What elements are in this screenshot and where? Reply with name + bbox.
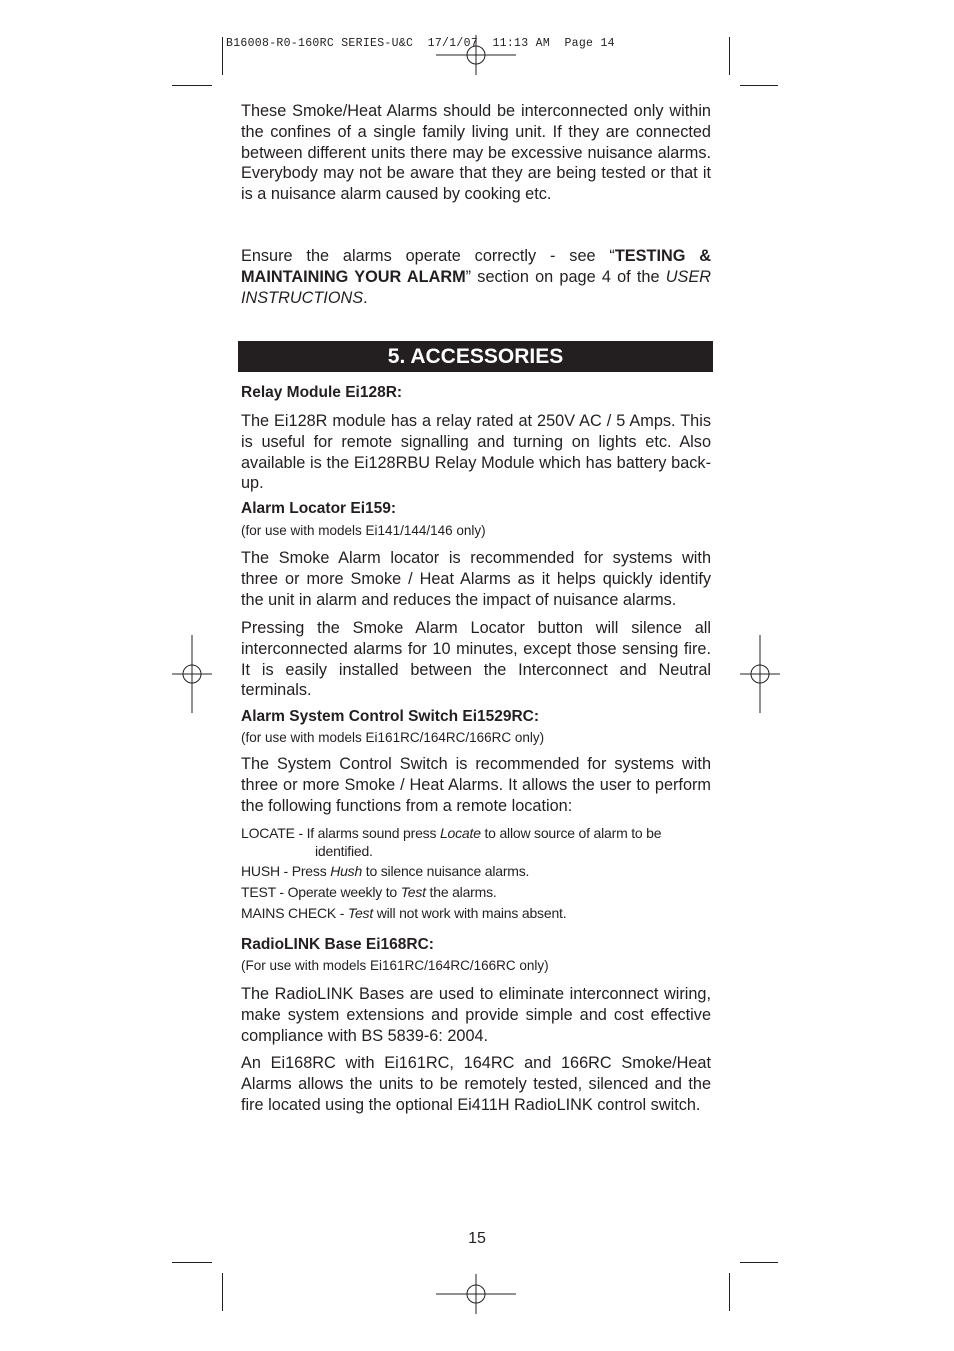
registration-mark-icon (436, 35, 516, 75)
function-label: HUSH - Press (241, 863, 331, 879)
alarm-locator-note: (for use with models Ei141/144/146 only) (241, 523, 486, 538)
control-switch-note: (for use with models Ei161RC/164RC/166RC only) (241, 730, 545, 745)
function-description: to allow source of alarm to be (480, 825, 662, 841)
radiolink-base-paragraph: The RadioLINK Bases are used to eliminate interconnect wiring, make system extensions and provide simple and cost effective compliance with BS 5839-6: 2004. (241, 985, 711, 1045)
testing-reference-paragraph (241, 246, 711, 308)
function-description-continued: identified. (315, 843, 373, 859)
alarm-locator-paragraph: The Smoke Alarm locator is recommended for systems with three or more Smoke / Heat Alarms as it helps quickly identify the unit in alarm and reduces the impact of nuisance alarms. (241, 549, 711, 609)
crop-mark (740, 1262, 778, 1263)
alarm-locator-paragraph: Pressing the Smoke Alarm Locator button will silence all interconnected alarms for 10 minutes, except those sensing fire. It is easily installed between the Interconnect and Neutral terminals. (241, 619, 711, 700)
function-description: the alarms. (425, 884, 497, 900)
registration-mark-icon (172, 635, 212, 713)
crop-mark (172, 85, 212, 86)
radiolink-base-paragraph: An Ei168RC with Ei161RC, 164RC and 166RC Smoke/Heat Alarms allows the units to be remotely tested, silenced and the fire located using the optional Ei411H RadioLINK control switch. (241, 1054, 711, 1114)
radiolink-base-note: (For use with models Ei161RC/164RC/166RC only) (241, 958, 549, 973)
function-item-locate (241, 824, 711, 860)
function-description: will not work with mains absent. (373, 905, 567, 921)
function-keyword: Locate (439, 825, 481, 841)
function-keyword: Test (347, 905, 374, 921)
testing-reference-text: Ensure the alarms operate correctly - see “ (241, 247, 615, 265)
function-label: TEST - Operate weekly to (241, 884, 401, 900)
function-label: MAINS CHECK - (241, 905, 348, 921)
function-item-test (241, 883, 711, 901)
function-keyword: Hush (330, 863, 363, 879)
control-switch-paragraph: The System Control Switch is recommended for systems with three or more Smoke / Heat Alarms. It allows the user to perform the following functions from a remote location: (241, 755, 711, 815)
control-switch-heading: Alarm System Control Switch Ei1529RC: (241, 708, 540, 725)
crop-mark (729, 37, 730, 75)
relay-module-heading: Relay Module Ei128R: (241, 384, 403, 401)
relay-module-paragraph: The Ei128R module has a relay rated at 250V AC / 5 Amps. This is useful for remote signalling and turning on lights etc. Also available is the Ei128RBU Relay Module which has battery back-up. (241, 412, 711, 493)
crop-mark (172, 1262, 212, 1263)
crop-mark (222, 1273, 223, 1311)
alarm-locator-heading: Alarm Locator Ei159: (241, 500, 397, 517)
print-slug: B16008-R0-160RC SERIES-U&C 17/1/07 11:13 AM Page 14 (226, 37, 615, 50)
page-number: 15 (468, 1230, 486, 1247)
crop-mark (222, 37, 223, 75)
crop-mark (729, 1273, 730, 1311)
testing-section-name: TESTING & MAINTAINING YOUR ALARM (241, 247, 711, 286)
crop-mark (740, 85, 778, 86)
function-description: to silence nuisance alarms. (362, 863, 530, 879)
function-item-hush (241, 862, 711, 880)
function-item-mains-check (241, 904, 711, 922)
function-keyword: Test (400, 884, 426, 900)
testing-reference-text: . (363, 288, 368, 307)
section-heading: 5. ACCESSORIES (238, 341, 713, 372)
function-label: LOCATE - If alarms sound press (241, 825, 440, 841)
user-instructions-ref: USER INSTRUCTIONS (241, 267, 711, 307)
testing-reference-text: ” section on page 4 of the (465, 267, 666, 286)
radiolink-base-heading: RadioLINK Base Ei168RC: (241, 936, 434, 953)
registration-mark-icon (436, 1274, 516, 1314)
interconnect-warning-paragraph: These Smoke/Heat Alarms should be interconnected only within the confines of a single family living unit. If they are connected between different units there may be excessive nuisance alarms. Everybody may not be aware that they are being tested or that it is a nuisance alarm caused by cooking etc. (241, 102, 711, 204)
registration-mark-icon (740, 635, 780, 713)
